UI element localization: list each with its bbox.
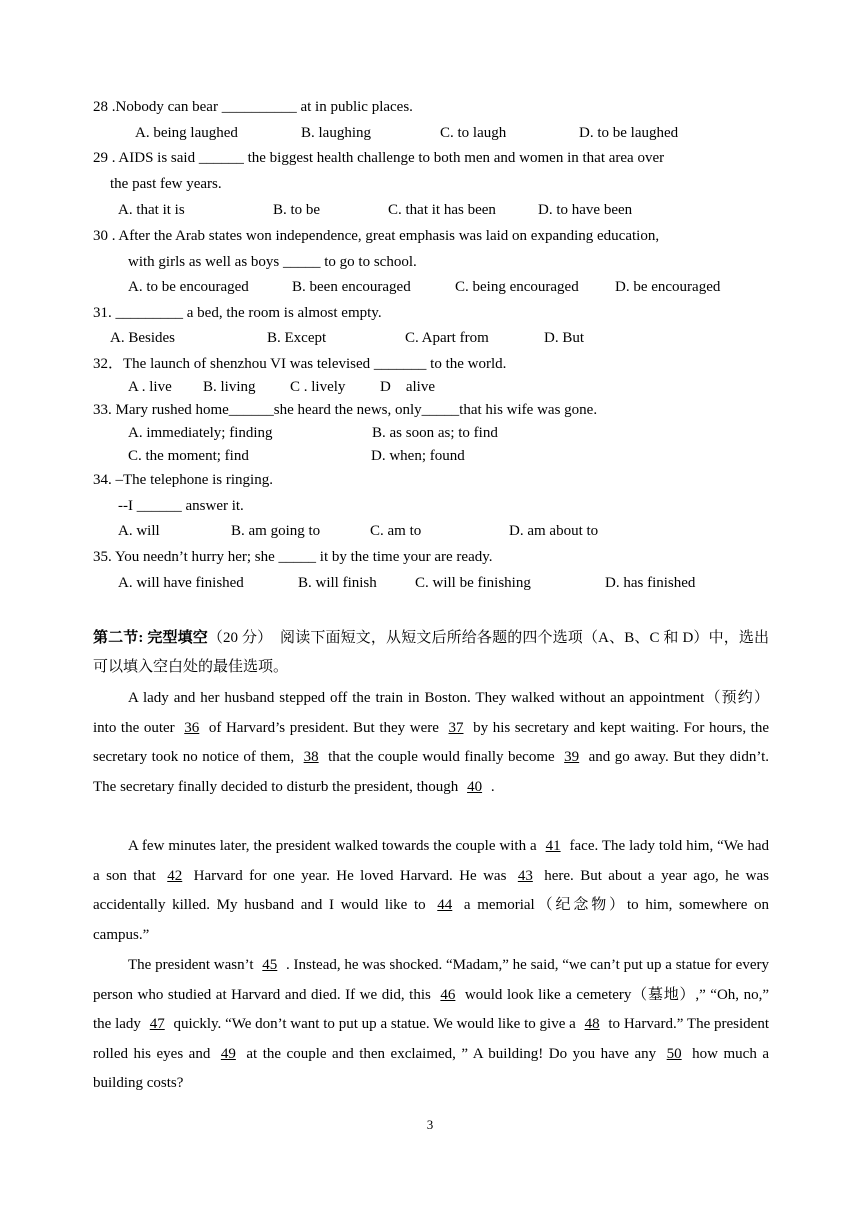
option-a[interactable]: A. immediately; finding <box>128 425 273 441</box>
option-c[interactable]: C. being encouraged <box>455 279 579 295</box>
passage-paragraph-1 <box>93 684 769 802</box>
option-d[interactable]: D. when; found <box>371 448 465 464</box>
question-31-options <box>110 328 584 348</box>
question-29-stem-cont: the past few years. <box>110 176 222 192</box>
option-c[interactable]: C . lively <box>290 379 346 395</box>
question-30-stem-cont: with girls as well as boys _____ to go to school. <box>128 254 417 270</box>
option-b[interactable]: B. living <box>203 379 256 395</box>
option-d[interactable]: D. to be laughed <box>579 125 679 141</box>
passage-text: that the couple would finally become <box>323 749 560 766</box>
passage-paragraph-3 <box>93 951 769 1099</box>
question-28-stem: 28 .Nobody can bear __________ at in public places. <box>93 99 413 115</box>
section-2-title: 第二节: 完型填空 <box>93 630 208 646</box>
question-34-stem: 34. –The telephone is ringing. <box>93 472 273 488</box>
blank-42: 42 <box>167 867 183 884</box>
option-d[interactable]: D. to have been <box>538 202 633 218</box>
option-b[interactable]: B. will finish <box>298 575 377 591</box>
question-29-options <box>118 200 632 220</box>
option-a[interactable]: A . live <box>128 379 172 395</box>
option-a[interactable]: A. will <box>118 523 160 539</box>
passage-text: how much a building costs? <box>93 1045 770 1092</box>
passage-text: to Harvard.” The president rolled his eyes and <box>93 1016 769 1062</box>
option-a[interactable]: A. Besides <box>110 330 175 346</box>
question-35-options <box>118 573 695 593</box>
option-c[interactable]: C. the moment; find <box>128 448 249 464</box>
option-b[interactable]: B. to be <box>273 202 321 218</box>
blank-48: 48 <box>584 1016 600 1033</box>
blank-45: 45 <box>262 957 278 973</box>
blank-39: 39 <box>564 749 580 766</box>
option-b[interactable]: B. laughing <box>301 125 371 141</box>
option-c[interactable]: C. that it has been <box>388 202 496 218</box>
passage-text: here. But about a year ago, he was accidentally killed. My husband and I would like to <box>93 867 769 914</box>
option-a[interactable]: A. that it is <box>118 202 185 218</box>
question-30-options <box>128 277 720 297</box>
passage-text: at the couple and then exclaimed, ” A building! Do you have any <box>240 1045 662 1062</box>
blank-50: 50 <box>666 1045 682 1062</box>
blank-38: 38 <box>303 749 319 766</box>
passage-text: The president wasn’t <box>128 957 258 973</box>
question-32-stem: 32．The launch of shenzhou VI was televised _______ to the world. <box>93 356 507 372</box>
question-32-options <box>128 377 435 397</box>
question-34-stem-cont: --I ______ answer it. <box>118 498 244 514</box>
section-2-score: （20 分） <box>207 630 273 646</box>
question-31-stem: 31. _________ a bed, the room is almost empty. <box>93 305 382 321</box>
passage-text: . Instead, he was shocked. “Madam,” he said, “we can’t put up a statue for every person who studied at Harvard and died. If we did, this <box>93 957 769 1003</box>
option-d[interactable]: D. has finished <box>605 575 696 591</box>
option-b[interactable]: B. am going to <box>231 523 321 539</box>
section-2-heading <box>93 624 769 682</box>
passage-text: quickly. “We don’t want to put up a statue. We would like to give a <box>169 1016 580 1033</box>
passage-text: and go away. But they didn’t. The secretary finally decided to disturb the president, though <box>93 749 769 795</box>
passage-text: A few minutes later, the president walked towards the couple with a <box>128 838 541 854</box>
blank-49: 49 <box>220 1045 236 1062</box>
question-33-options-row2 <box>128 446 465 466</box>
option-a[interactable]: A. being laughed <box>135 125 238 141</box>
option-b[interactable]: B. been encouraged <box>292 279 411 295</box>
question-30-stem: 30 . After the Arab states won independence, great emphasis was laid on expanding education, <box>93 228 660 244</box>
option-d[interactable]: D. But <box>544 330 585 346</box>
passage-text: a memorial（纪念物）to him, somewhere on campus.” <box>93 897 769 943</box>
option-c[interactable]: C. to laugh <box>440 125 507 141</box>
blank-40: 40 <box>467 778 483 795</box>
passage-text: Harvard for one year. He loved Harvard. He was <box>187 867 513 884</box>
blank-44: 44 <box>437 897 453 914</box>
blank-47: 47 <box>149 1016 165 1033</box>
option-d[interactable]: D alive <box>380 379 435 395</box>
option-a[interactable]: A. to be encouraged <box>128 279 249 295</box>
page-number: 3 <box>426 1117 434 1132</box>
question-28-options <box>135 123 678 143</box>
question-33-stem: 33. Mary rushed home______she heard the news, only_____that his wife was gone. <box>93 402 598 418</box>
option-b[interactable]: B. Except <box>267 330 327 346</box>
option-c[interactable]: C. am to <box>370 523 422 539</box>
option-b[interactable]: B. as soon as; to find <box>372 425 498 441</box>
option-d[interactable]: D. am about to <box>509 523 599 539</box>
passage-text: would look like a cemetery（墓地）,” “Oh, no,” the lady <box>93 986 769 1033</box>
blank-46: 46 <box>440 986 456 1003</box>
option-a[interactable]: A. will have finished <box>118 575 244 591</box>
blank-43: 43 <box>517 867 533 884</box>
passage-text: A lady and her husband stepped off the train in Boston. They walked without an appointment（预约）into the outer <box>93 690 769 736</box>
passage-text: by his secretary and kept waiting. For hours, the secretary took no notice of them, <box>93 719 769 766</box>
question-29-stem: 29 . AIDS is said ______ the biggest health challenge to both men and women in that area over <box>93 150 665 166</box>
option-c[interactable]: C. Apart from <box>405 330 489 346</box>
question-34-options <box>118 521 598 541</box>
passage-text: face. The lady told him, “We had a son that <box>93 838 769 884</box>
option-c[interactable]: C. will be finishing <box>415 575 531 591</box>
blank-36: 36 <box>184 719 200 736</box>
blank-41: 41 <box>545 838 561 854</box>
blank-37: 37 <box>448 719 464 736</box>
question-33-options-row1 <box>128 423 498 443</box>
passage-paragraph-2 <box>93 832 769 950</box>
question-35-stem: 35. You needn’t hurry her; she _____ it by the time your are ready. <box>93 549 493 565</box>
option-d[interactable]: D. be encouraged <box>615 279 721 295</box>
passage-text: of Harvard’s president. But they were <box>204 719 444 736</box>
passage-text: . <box>487 778 495 795</box>
section-2-instruction: 阅读下面短文，从短文后所给各题的四个选项（A、B、C 和 D）中，选出可以填入空白处的最佳选项。 <box>93 630 769 675</box>
